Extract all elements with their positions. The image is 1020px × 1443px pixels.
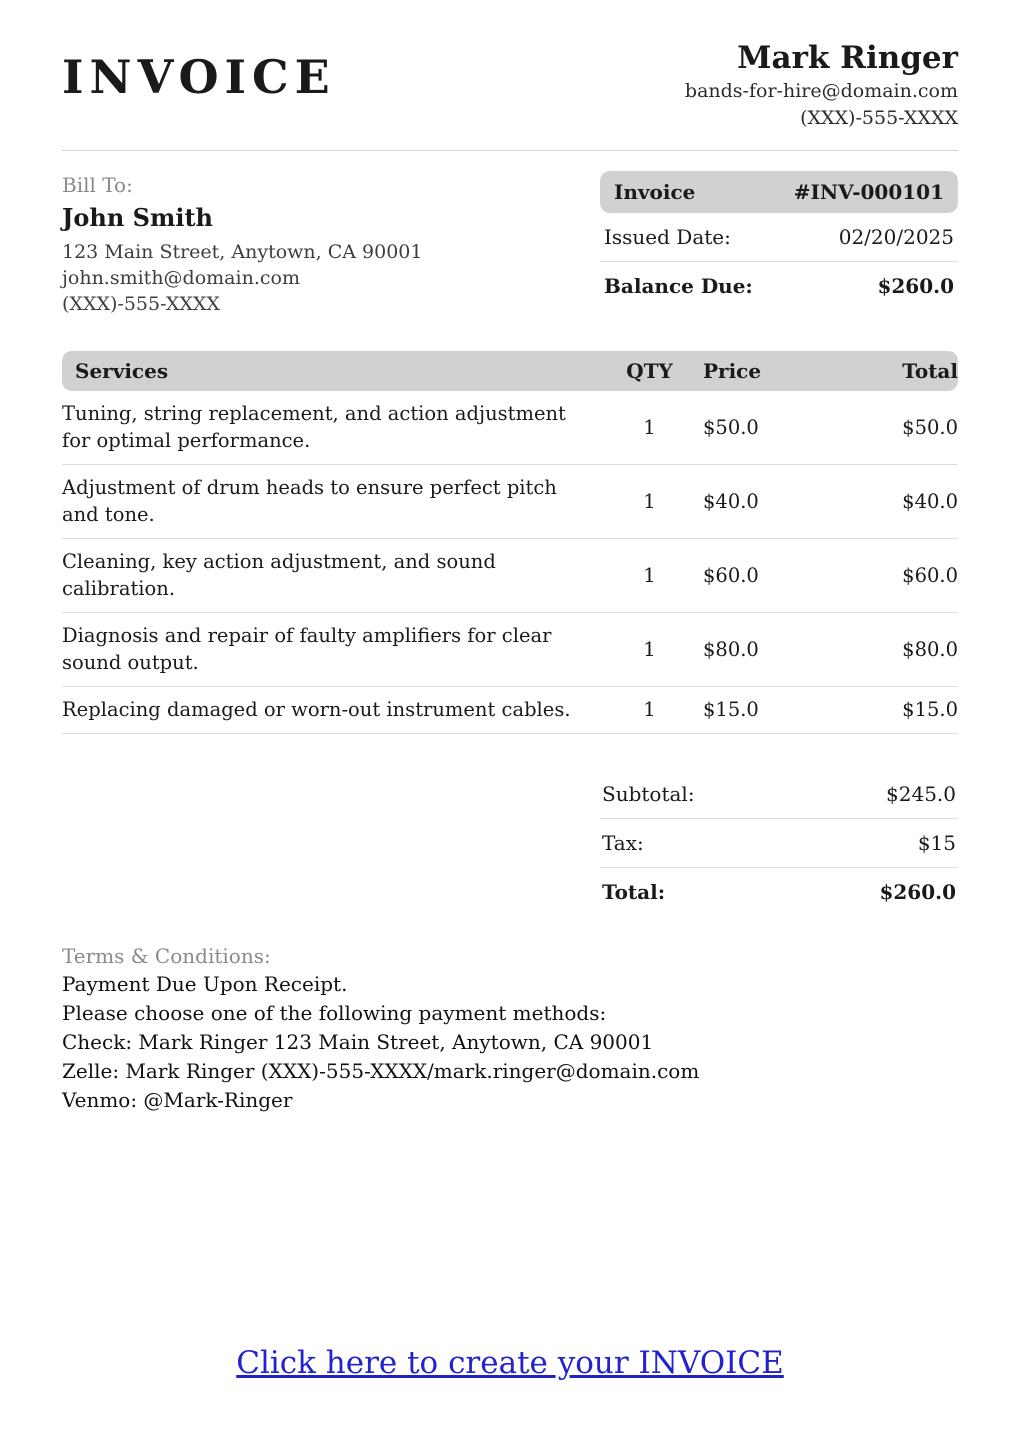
tax-value: $15 xyxy=(917,831,956,855)
tax-label: Tax: xyxy=(602,831,644,855)
terms-line: Zelle: Mark Ringer (XXX)-555-XXXX/mark.ringer@domain.com xyxy=(62,1059,700,1083)
create-invoice-link[interactable]: Click here to create your INVOICE xyxy=(236,1345,784,1381)
terms-line: Payment Due Upon Receipt. xyxy=(62,972,348,996)
bill-to-address: 123 Main Street, Anytown, CA 90001 xyxy=(62,241,423,263)
service-qty: 1 xyxy=(643,698,656,721)
service-total: $60.0 xyxy=(902,563,958,587)
services-header-label: Services xyxy=(75,359,169,383)
service-description: Adjustment of drum heads to ensure perfect pitch and tone. xyxy=(62,476,557,526)
service-total: $50.0 xyxy=(902,415,958,439)
table-row xyxy=(62,613,958,687)
service-qty: 1 xyxy=(643,415,656,439)
subtotal-label: Subtotal: xyxy=(602,782,695,806)
service-description: Replacing damaged or worn-out instrument cables. xyxy=(62,698,571,721)
issued-date-value: 02/20/2025 xyxy=(838,225,954,249)
total-value: $260.0 xyxy=(879,880,956,904)
terms-line: Please choose one of the following payment methods: xyxy=(62,1001,607,1025)
service-qty: 1 xyxy=(643,637,656,661)
footer xyxy=(62,1345,958,1395)
services-table-header xyxy=(62,351,958,391)
price-header-label: Price xyxy=(703,359,762,383)
service-price: $50.0 xyxy=(703,415,759,439)
terms-label: Terms & Conditions: xyxy=(62,944,271,968)
terms-line: Check: Mark Ringer 123 Main Street, Anytown, CA 90001 xyxy=(62,1030,654,1054)
total-row xyxy=(600,868,958,916)
page-title: INVOICE xyxy=(62,50,336,104)
table-row xyxy=(62,465,958,539)
totals-section xyxy=(600,770,958,916)
service-price: $80.0 xyxy=(703,637,759,661)
header xyxy=(62,38,958,132)
tax-row xyxy=(600,819,958,868)
total-label: Total: xyxy=(602,880,666,904)
invoice-number: #INV-000101 xyxy=(793,180,944,204)
bill-to-name: John Smith xyxy=(62,203,213,232)
issued-date-label: Issued Date: xyxy=(604,225,731,249)
issued-date-row xyxy=(600,213,958,262)
parties-section xyxy=(62,171,958,317)
service-qty: 1 xyxy=(643,489,656,513)
seller-email: bands-for-hire@domain.com xyxy=(684,80,958,102)
service-total: $40.0 xyxy=(902,489,958,513)
invoice-meta-header xyxy=(600,171,958,213)
invoice-meta-box xyxy=(600,171,958,317)
bill-to-label: Bill To: xyxy=(62,173,133,197)
service-price: $40.0 xyxy=(703,489,759,513)
bill-to-block xyxy=(62,171,422,317)
bill-to-phone: (XXX)-555-XXXX xyxy=(62,293,220,315)
balance-due-row xyxy=(600,262,958,310)
service-description: Diagnosis and repair of faulty amplifiers for clear sound output. xyxy=(62,624,552,674)
balance-due-value: $260.0 xyxy=(877,274,954,298)
header-divider xyxy=(62,150,958,151)
table-row xyxy=(62,687,958,734)
table-row xyxy=(62,539,958,613)
services-table xyxy=(62,351,958,734)
qty-header-label: QTY xyxy=(626,359,673,383)
bill-to-email: john.smith@domain.com xyxy=(62,267,300,289)
seller-info xyxy=(685,38,958,132)
seller-name: Mark Ringer xyxy=(737,40,958,76)
balance-due-label: Balance Due: xyxy=(604,274,753,298)
service-price: $60.0 xyxy=(703,563,759,587)
terms-line: Venmo: @Mark-Ringer xyxy=(62,1088,293,1112)
subtotal-row xyxy=(600,770,958,819)
service-total: $80.0 xyxy=(902,637,958,661)
service-total: $15.0 xyxy=(902,698,958,721)
service-description: Tuning, string replacement, and action adjustment for optimal performance. xyxy=(62,402,566,452)
terms-section xyxy=(62,942,958,1115)
table-row xyxy=(62,391,958,465)
seller-phone: (XXX)-555-XXXX xyxy=(800,107,958,129)
service-price: $15.0 xyxy=(703,698,759,721)
subtotal-value: $245.0 xyxy=(886,782,956,806)
invoice-label: Invoice xyxy=(614,180,696,204)
service-qty: 1 xyxy=(643,563,656,587)
total-header-label: Total xyxy=(902,359,958,383)
service-description: Cleaning, key action adjustment, and sound calibration. xyxy=(62,550,496,600)
